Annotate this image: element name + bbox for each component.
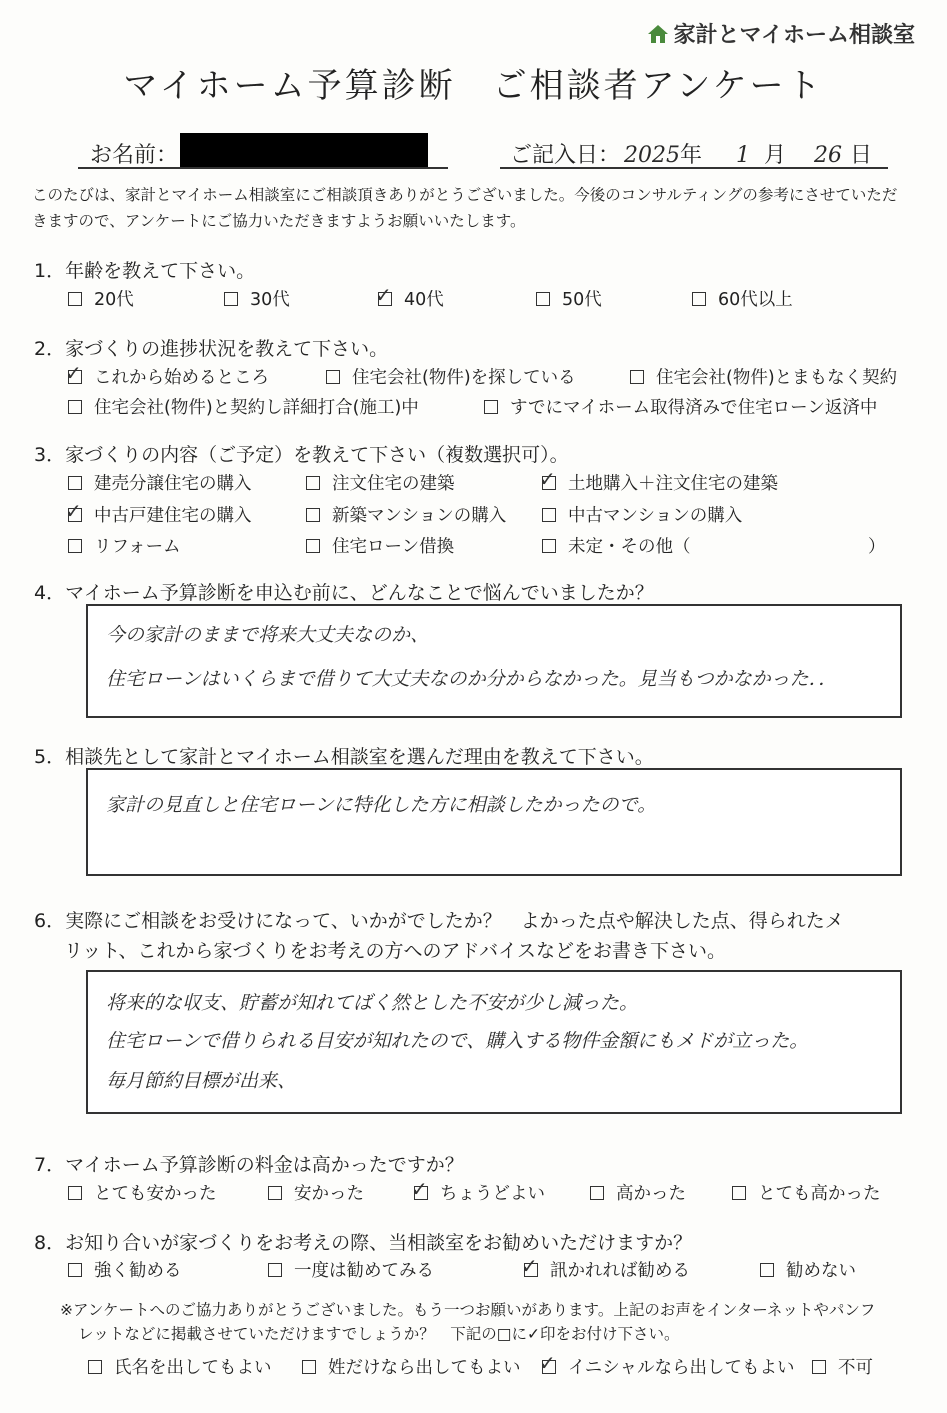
- option-label: イニシャルなら出してもよい: [568, 1358, 795, 1378]
- checkbox[interactable]: [306, 539, 320, 553]
- checkmark-icon: ✓: [375, 282, 392, 307]
- checkbox[interactable]: [65, 360, 82, 385]
- q4-label: 4．マイホーム予算診断を申込む前に、どんなことで悩んでいましたか？: [34, 582, 654, 604]
- q8-option-3[interactable]: [760, 1257, 856, 1282]
- option-label: すでにマイホーム取得済みで住宅ローン返済中: [510, 398, 878, 418]
- checkbox[interactable]: [484, 400, 498, 414]
- q3-option-8[interactable]: [542, 533, 691, 558]
- q3-option-2[interactable]: [539, 466, 778, 495]
- q6-answer-line-3: 毎月節約目標が出来、: [106, 1070, 297, 1092]
- q7-label: 7．マイホーム予算診断の料金は高かったですか？: [34, 1154, 464, 1176]
- q2-label: 2．家づくりの進捗状況を教えて下さい。: [34, 338, 389, 360]
- checkmark-icon: ✓: [539, 1350, 556, 1375]
- option-label: とても安かった: [94, 1184, 217, 1204]
- option-label: 姓だけなら出してもよい: [328, 1358, 521, 1378]
- checkbox[interactable]: [542, 508, 556, 522]
- date-day-unit: 日: [850, 143, 873, 168]
- q2-option-2[interactable]: [630, 364, 897, 389]
- q3-label: 3．家づくりの内容（ご予定）を教えて下さい（複数選択可）。: [34, 444, 569, 466]
- checkbox[interactable]: [536, 292, 550, 306]
- checkbox[interactable]: [68, 292, 82, 306]
- q6-answer-line-1: 将来的な収支、貯蓄が知れてばく然とした不安が少し減った。: [106, 992, 639, 1014]
- option-label: 住宅会社(物件)とまもなく契約: [656, 368, 898, 388]
- q7-option-0[interactable]: [68, 1180, 217, 1205]
- checkbox[interactable]: [411, 1176, 428, 1201]
- checkbox[interactable]: [68, 400, 82, 414]
- checkbox[interactable]: [760, 1263, 774, 1277]
- checkbox[interactable]: [590, 1186, 604, 1200]
- option-label: 安かった: [294, 1184, 364, 1204]
- checkbox[interactable]: [224, 292, 238, 306]
- q1-option-3[interactable]: [536, 286, 602, 311]
- checkbox[interactable]: [68, 476, 82, 490]
- option-label: 中古戸建住宅の購入: [94, 506, 252, 526]
- pub-option-0[interactable]: [88, 1354, 272, 1379]
- q7-option-4[interactable]: [732, 1180, 881, 1205]
- checkbox[interactable]: [812, 1360, 826, 1374]
- q3-option-3[interactable]: [65, 498, 252, 527]
- option-label: これから始めるところ: [94, 368, 269, 388]
- option-label: リフォーム: [94, 537, 181, 557]
- name-underline: [78, 167, 448, 169]
- q4-answer-box[interactable]: [86, 604, 902, 718]
- option-label: 30代: [250, 290, 290, 310]
- checkbox[interactable]: [539, 466, 556, 491]
- checkmark-icon: ✓: [65, 498, 82, 523]
- q8-option-0[interactable]: [68, 1257, 182, 1282]
- checkbox[interactable]: [68, 1186, 82, 1200]
- option-label: 住宅ローン借換: [332, 537, 455, 557]
- q1-option-0[interactable]: [68, 286, 134, 311]
- date-underline: [500, 167, 888, 169]
- option-label: ちょうどよい: [440, 1184, 545, 1204]
- q7-option-3[interactable]: [590, 1180, 686, 1205]
- checkbox[interactable]: [326, 370, 340, 384]
- q1-option-1[interactable]: [224, 286, 290, 311]
- option-label: とても高かった: [758, 1184, 881, 1204]
- q8-option-1[interactable]: [268, 1257, 434, 1282]
- checkbox[interactable]: [630, 370, 644, 384]
- q2-option-0[interactable]: [65, 360, 269, 389]
- checkmark-icon: ✓: [411, 1176, 428, 1201]
- option-label: 20代: [94, 290, 134, 310]
- note-line-2: レットなどに掲載させていただけますでしょうか？ 下記の□に✓印をお付け下さい。: [78, 1325, 680, 1343]
- option-label: 不可: [838, 1358, 873, 1378]
- q7-option-2[interactable]: [411, 1176, 545, 1205]
- option-label: 40代: [404, 290, 444, 310]
- q3-option-0[interactable]: [68, 470, 252, 495]
- q5-answer-line-1: 家計の見直しと住宅ローンに特化した方に相談したかったので。: [106, 794, 657, 816]
- q3-option-1[interactable]: [306, 470, 455, 495]
- checkbox[interactable]: [692, 292, 706, 306]
- note-line-1: ※アンケートへのご協力ありがとうございました。もう一つお願いがあります。上記のお声をインターネットやパンフ: [60, 1301, 876, 1319]
- pub-option-3[interactable]: [812, 1354, 873, 1379]
- option-label: 土地購入＋注文住宅の建築: [568, 474, 778, 494]
- intro-text: このたびは、家計とマイホーム相談室にご相談頂きありがとうございました。今後のコンサルティングの参考にさせていただきますので、アンケートにご協力いただきますようお願いいたします。: [32, 186, 898, 230]
- option-label: 50代: [562, 290, 602, 310]
- name-label: お名前：: [90, 143, 179, 168]
- date-field: [510, 138, 872, 169]
- q2-option-4[interactable]: [484, 394, 877, 419]
- option-label: 訊かれれば勧める: [550, 1261, 690, 1281]
- option-label: 注文住宅の建築: [332, 474, 455, 494]
- option-label: 住宅会社(物件)を探している: [352, 368, 576, 388]
- q1-label: 1．年齢を教えて下さい。: [34, 260, 256, 282]
- option-label: 勧めない: [786, 1261, 856, 1281]
- name-redaction: [180, 133, 428, 169]
- date-month: 1: [736, 143, 751, 168]
- q6-answer-line-2: 住宅ローンで借りられる目安が知れたので、購入する物件金額にもメドが立った。: [106, 1030, 809, 1052]
- checkbox[interactable]: [88, 1360, 102, 1374]
- checkbox[interactable]: [268, 1263, 282, 1277]
- option-label: 中古マンションの購入: [568, 506, 743, 526]
- checkbox[interactable]: [68, 1263, 82, 1277]
- option-label: 新築マンションの購入: [332, 506, 507, 526]
- date-day: 26: [814, 143, 843, 168]
- option-label: 未定・その他（: [568, 537, 691, 557]
- checkmark-icon: ✓: [521, 1253, 538, 1278]
- q8-label: 8．お知り合いが家づくりをお考えの際、当相談室をお勧めいただけますか？: [34, 1232, 693, 1254]
- checkbox[interactable]: [542, 539, 556, 553]
- checkbox[interactable]: [65, 498, 82, 523]
- option-label: 高かった: [616, 1184, 686, 1204]
- q5-label: 5．相談先として家計とマイホーム相談室を選んだ理由を教えて下さい。: [34, 746, 654, 768]
- checkbox[interactable]: [375, 282, 392, 307]
- q5-answer-box[interactable]: [86, 768, 902, 876]
- option-label: 住宅会社(物件)と契約し詳細打合(施工)中: [94, 398, 419, 418]
- pub-option-1[interactable]: [302, 1354, 521, 1379]
- checkmark-icon: ✓: [65, 360, 82, 385]
- option-label: 強く勧める: [94, 1261, 182, 1281]
- date-year: 2025: [624, 143, 681, 168]
- pub-option-2[interactable]: [539, 1350, 795, 1379]
- checkbox[interactable]: [306, 508, 320, 522]
- option-label: 氏名を出してもよい: [114, 1358, 272, 1378]
- option-label: 一度は勧めてみる: [294, 1261, 434, 1281]
- checkbox[interactable]: [68, 539, 82, 553]
- option-label: 建売分譲住宅の購入: [94, 474, 252, 494]
- q4-answer-line-2: 住宅ローンはいくらまで借りて大丈夫なのか分からなかった。見当もつかなかった．．: [106, 668, 838, 690]
- checkbox[interactable]: [539, 1350, 556, 1375]
- checkbox[interactable]: [268, 1186, 282, 1200]
- q6-answer-box[interactable]: [86, 970, 902, 1114]
- checkbox[interactable]: [306, 476, 320, 490]
- date-year-unit: 年: [680, 143, 703, 168]
- page-title: マイホーム予算診断 ご相談者アンケート: [123, 66, 824, 106]
- q4-answer-line-1: 今の家計のままで将来大丈夫なのか、: [106, 624, 430, 646]
- checkmark-icon: ✓: [539, 466, 556, 491]
- q3-option-4[interactable]: [306, 502, 506, 527]
- logo-text: 家計とマイホーム相談室: [673, 23, 915, 48]
- q3-option-6[interactable]: [68, 533, 181, 558]
- house-icon: [647, 23, 669, 45]
- q3-other-close: ）: [868, 537, 886, 557]
- q3-option-7[interactable]: [306, 533, 454, 558]
- q2-option-3[interactable]: [68, 394, 419, 419]
- q7-option-1[interactable]: [268, 1180, 364, 1205]
- q1-option-2[interactable]: [375, 282, 444, 311]
- q2-option-1[interactable]: [326, 364, 576, 389]
- date-label: ご記入日：: [510, 143, 621, 168]
- logo: [647, 18, 915, 49]
- q8-option-2[interactable]: [521, 1253, 690, 1282]
- q1-option-4[interactable]: [692, 286, 793, 311]
- checkbox[interactable]: [732, 1186, 746, 1200]
- option-label: 60代以上: [718, 290, 793, 310]
- q6-label-2: リット、これから家づくりをお考えの方へのアドバイスなどをお書き下さい。: [64, 940, 726, 962]
- checkbox[interactable]: [521, 1253, 538, 1278]
- q6-label-1: 6．実際にご相談をお受けになって、いかがでしたか？ よかった点や解決した点、得られたメ: [34, 910, 844, 932]
- checkbox[interactable]: [302, 1360, 316, 1374]
- date-month-unit: 月: [764, 143, 787, 168]
- q3-option-5[interactable]: [542, 502, 742, 527]
